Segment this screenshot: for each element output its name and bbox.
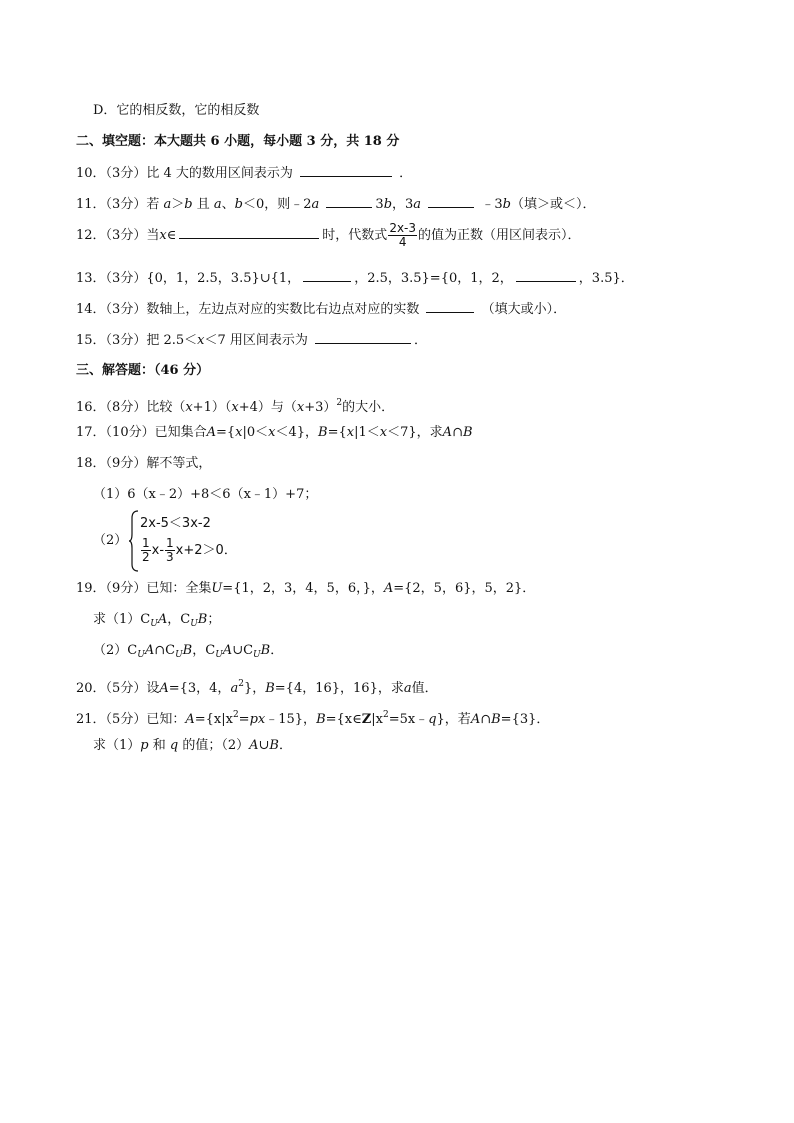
q17-text: ={ [327, 425, 347, 440]
q16-text: +4）与（ [238, 400, 297, 415]
q21-var: B [491, 712, 501, 727]
q21-var: A [185, 712, 195, 727]
q14-end: （填大或小）． [481, 302, 567, 317]
q11-var: a [413, 197, 422, 212]
q20-var: A [159, 681, 169, 696]
denominator: 3 [166, 550, 174, 564]
q17-var: x [379, 425, 388, 440]
question-10 [76, 164, 412, 183]
q20-var: a [403, 681, 412, 696]
q17-text: |1＜ [354, 425, 380, 440]
q21-exponent: 2 [382, 710, 389, 720]
q20-text: ={4，16}，16}，求 [274, 681, 404, 696]
q19-text: ， [192, 643, 206, 658]
numerator: 1 [166, 536, 174, 550]
q11-sym: 、 [221, 197, 235, 212]
complement-subscript: U [215, 650, 223, 660]
q11-answer-blank-2[interactable] [428, 195, 474, 208]
q21-var: B [316, 712, 326, 727]
question-20 [76, 675, 438, 698]
q17-var: B [318, 425, 328, 440]
system-end: ． [223, 543, 237, 558]
q21-text: = [238, 712, 250, 727]
q11-end: （填＞或＜）． [510, 197, 596, 212]
q19-var: B [260, 643, 271, 658]
complement-symbol: C [127, 643, 138, 658]
q20-end: 值． [411, 681, 438, 696]
q21-text: ={3}． [500, 712, 550, 727]
q10-answer-blank[interactable] [300, 164, 392, 177]
q20-exponent: 2 [238, 679, 244, 689]
q12-answer-blank[interactable] [179, 226, 319, 239]
question-18-title: 18．（9分）解不等式， [76, 456, 212, 471]
q20-text: }， [243, 681, 266, 696]
question-17 [76, 424, 473, 442]
q10-text: 10．（3分）比 4 大的数用区间表示为 [76, 166, 293, 181]
q21-text: }，若 [436, 712, 471, 727]
q16-var: x [296, 400, 305, 415]
q21-text: ={x∈ [325, 712, 362, 727]
q16-exponent: 2 [336, 398, 343, 408]
question-19 [76, 580, 535, 598]
system-row-2 [140, 537, 237, 564]
q14-answer-blank[interactable] [426, 300, 474, 313]
q21-var: A [249, 738, 259, 753]
q16-text: +3） [304, 400, 337, 415]
q20-var: B [265, 681, 275, 696]
q17-var: x [346, 425, 355, 440]
q12-var: x [159, 228, 167, 243]
q11-var: b [502, 197, 511, 212]
q17-var: x [235, 425, 243, 440]
complement-subscript: U [253, 650, 261, 660]
q14-text: 14．（3分）数轴上，左边点对应的实数比右边点对应的实数 [76, 302, 420, 317]
q12-fraction [388, 222, 417, 249]
option-d: D．它的相反数，它的相反数 [93, 103, 260, 118]
q12-numerator: 2x-3 [389, 221, 417, 235]
q20-var: a [230, 681, 239, 696]
q21-text: ={x|x [194, 712, 233, 727]
q21-var: p [140, 738, 149, 753]
system-brace [128, 510, 140, 572]
question-11 [76, 195, 595, 214]
q11-var: b [184, 197, 193, 212]
q19-text: ={1，2，3，4，5，6，}， [222, 581, 384, 596]
q19-var: A [222, 643, 233, 658]
q15-text: 15．（3分）把 2.5＜ [76, 333, 198, 348]
q15-end: ． [414, 333, 428, 348]
system-text: x+2＞0 [175, 543, 224, 558]
q19-var: B [197, 612, 208, 627]
q17-var: A [206, 425, 216, 440]
system-text: x- [151, 543, 165, 558]
q11-text: ，3 [392, 197, 414, 212]
q11-answer-blank-1[interactable] [326, 195, 372, 208]
q17-var: x [268, 425, 276, 440]
question-21 [76, 706, 549, 729]
q19-sym: ∪ [232, 643, 244, 658]
q21-var: q [428, 712, 437, 727]
q21-text: =5x﹣ [388, 712, 429, 727]
q21-text: 和 [148, 738, 170, 753]
question-18-part-2-label: （2） [93, 533, 128, 548]
complement-symbol: C [140, 612, 151, 627]
q11-text: ﹣3 [481, 197, 503, 212]
q15-answer-blank[interactable] [315, 331, 411, 344]
q21-exponent: 2 [232, 710, 239, 720]
question-13 [76, 269, 634, 288]
system-row-1: 2x-5＜3x-2 [140, 516, 211, 531]
q21-var: q [169, 738, 179, 753]
q19-sym: ∩ [154, 643, 166, 658]
q21-sym: ∩ [480, 712, 492, 727]
complement-subscript: U [137, 650, 145, 660]
q17-text: ={ [215, 425, 236, 440]
q13-text: ，2.5，3.5}={0，1，2， [354, 271, 513, 286]
q15-text: ＜7 用区间表示为 [204, 333, 308, 348]
q19-text: ． [270, 643, 284, 658]
q11-var: b [383, 197, 393, 212]
q16-text: +1）（ [192, 400, 232, 415]
integer-set-symbol: Z [361, 712, 372, 727]
q17-text: ＜7}，求 [387, 425, 443, 440]
complement-subscript: U [190, 619, 198, 629]
numerator: 1 [142, 536, 150, 550]
q13-text: 13．（3分）{0，1，2.5，3.5}∪{1， [76, 271, 301, 286]
question-18-part-1: （1）6（x﹣2）+8＜6（x﹣1）+7； [93, 487, 318, 502]
q17-var: A [442, 425, 453, 440]
q17-var: B [462, 425, 473, 440]
q19-var: A [157, 612, 168, 627]
q21-sym: ∪ [258, 738, 270, 753]
q10-end: ． [399, 166, 413, 181]
q21-var: A [470, 712, 481, 727]
q11-text: 且 [192, 197, 214, 212]
q21-var: px [249, 712, 266, 727]
denominator: 2 [142, 550, 150, 564]
q11-text: 3 [375, 197, 384, 212]
complement-subscript: U [150, 619, 158, 629]
q19-text: （2） [93, 643, 128, 658]
q13-answer-blank-1[interactable] [303, 269, 351, 282]
question-12 [76, 222, 581, 249]
section-solution-title: 三、解答题：（46 分） [76, 363, 210, 378]
q13-answer-blank-2[interactable] [516, 269, 576, 282]
q12-sym: ∈ [166, 228, 177, 243]
q19-text: 19．（9分）已知：全集 [76, 581, 212, 596]
q16-var: x [185, 400, 193, 415]
q19-text: ， [167, 612, 181, 627]
q21-text: |x [371, 712, 383, 727]
question-21-request [93, 737, 292, 755]
complement-symbol: C [165, 643, 176, 658]
q12-text: 12．（3分）当 [76, 228, 160, 243]
q19-text: ； [207, 612, 221, 627]
question-16 [76, 394, 394, 417]
q19-var: A [383, 581, 394, 596]
complement-symbol: C [180, 612, 191, 627]
q11-var: a [311, 197, 320, 212]
q12-text: 时，代数式 [322, 228, 388, 243]
q11-var: b [234, 197, 243, 212]
q17-text: |0＜ [242, 425, 269, 440]
question-15 [76, 331, 427, 350]
q21-text: ﹣15}， [265, 712, 317, 727]
q20-text: 20．（5分）设 [76, 681, 160, 696]
q21-text: 的值；（2） [178, 738, 250, 753]
q11-var: a [213, 197, 222, 212]
q16-end: 的大小． [342, 400, 395, 415]
q15-var: x [197, 333, 205, 348]
question-19-part-2 [93, 642, 283, 664]
q21-end: ． [278, 738, 292, 753]
q13-end: ，3.5}． [578, 271, 634, 286]
question-14 [76, 300, 566, 319]
complement-symbol: C [205, 643, 216, 658]
q19-var: B [182, 643, 193, 658]
fraction-third [165, 537, 175, 564]
q19-text: ={2，5，6}，5，2}． [393, 581, 536, 596]
section-fill-in-title: 二、填空题：本大题共 6 小题，每小题 3 分，共 18 分 [76, 134, 400, 149]
q11-text: 11．（3分）若 [76, 197, 160, 212]
complement-subscript: U [175, 650, 183, 660]
q17-text: 17．（10分）已知集合 [76, 425, 207, 440]
q20-text: ={3，4， [168, 681, 231, 696]
q19-text: 求（1） [93, 612, 141, 627]
q17-text: ＜4}， [275, 425, 319, 440]
q21-var: B [269, 738, 279, 753]
complement-symbol: C [243, 643, 254, 658]
q12-end: 的值为正数（用区间表示）． [418, 228, 581, 243]
q11-text: ＜0，则﹣2 [242, 197, 312, 212]
q19-var: U [211, 581, 223, 596]
q19-var: A [144, 643, 155, 658]
q16-text: 16．（8分）比较（ [76, 400, 186, 415]
question-19-part-1 [93, 611, 220, 633]
q21-text: 21．（5分）已知： [76, 712, 186, 727]
fraction-half [141, 537, 151, 564]
q16-var: x [231, 400, 239, 415]
q12-denominator: 4 [398, 235, 407, 249]
q11-var: a [163, 197, 172, 212]
q11-sym: ＞ [171, 197, 185, 212]
q17-sym: ∩ [452, 425, 463, 440]
q21-text: 求（1） [93, 738, 141, 753]
